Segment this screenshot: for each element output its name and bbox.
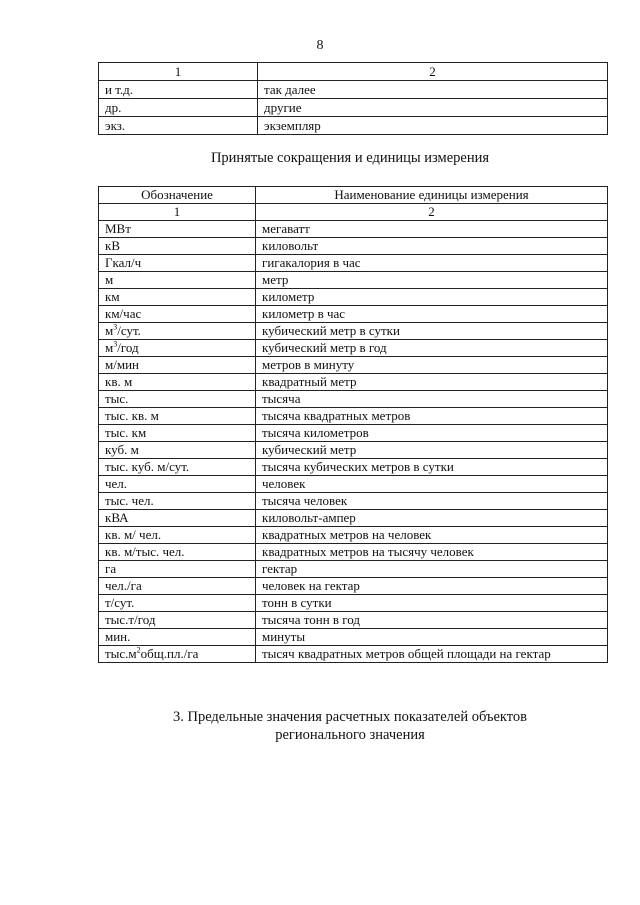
table-row: [99, 578, 608, 595]
designation-text: кв. м: [105, 374, 133, 389]
designation-text: кВА: [105, 510, 129, 525]
column-number-1: 1: [99, 204, 256, 221]
table-row: [99, 612, 608, 629]
section-heading-line-2: регионального значения: [275, 727, 425, 743]
designation-text: мин.: [105, 629, 131, 644]
unit-name-cell: минуты: [256, 629, 608, 646]
unit-name-cell: человек на гектар: [256, 578, 608, 595]
abbreviation-cell: др.: [99, 99, 258, 117]
unit-designation-cell: [99, 544, 256, 561]
units-table: [98, 186, 608, 663]
table-row: [99, 238, 608, 255]
unit-designation-cell: [99, 646, 256, 663]
unit-designation-cell: [99, 272, 256, 289]
table-row: [99, 391, 608, 408]
designation-text: м: [105, 323, 114, 338]
unit-designation-cell: [99, 238, 256, 255]
designation-text: м: [105, 340, 114, 355]
table-row: [99, 272, 608, 289]
table-row: [99, 117, 608, 135]
unit-name-cell: тонн в сутки: [256, 595, 608, 612]
table-header-row: [99, 187, 608, 204]
unit-name-cell: квадратных метров на человек: [256, 527, 608, 544]
unit-designation-cell: [99, 408, 256, 425]
unit-name-cell: гектар: [256, 561, 608, 578]
designation-text: тыс.м: [105, 646, 137, 661]
unit-name-cell: тысяч квадратных метров общей площади на гектар: [256, 646, 608, 663]
unit-designation-cell: [99, 510, 256, 527]
designation-text: кв. м/ чел.: [105, 527, 162, 542]
unit-designation-cell: [99, 476, 256, 493]
unit-designation-cell: [99, 612, 256, 629]
unit-name-cell: квадратный метр: [256, 374, 608, 391]
meaning-cell: другие: [258, 99, 608, 117]
unit-designation-cell: [99, 578, 256, 595]
designation-text: м: [105, 272, 114, 287]
unit-designation-cell: [99, 221, 256, 238]
table-row: [99, 255, 608, 272]
table-row: [99, 476, 608, 493]
unit-designation-cell: [99, 527, 256, 544]
section-title: Принятые сокращения и единицы измерения: [210, 150, 490, 166]
table-row: [99, 527, 608, 544]
unit-name-cell: метр: [256, 272, 608, 289]
designation-text: тыс. чел.: [105, 493, 154, 508]
table-subheader-row: [99, 204, 608, 221]
column-number-2: 2: [258, 63, 608, 81]
designation-exponent: 3: [113, 322, 118, 332]
table-row: [99, 646, 608, 663]
table-row: [99, 323, 608, 340]
unit-designation-cell: [99, 442, 256, 459]
unit-designation-cell: [99, 374, 256, 391]
abbreviation-cell: и т.д.: [99, 81, 258, 99]
table-row: [99, 510, 608, 527]
table-header-row: [99, 63, 608, 81]
unit-name-cell: кубический метр в сутки: [256, 323, 608, 340]
unit-designation-cell: [99, 306, 256, 323]
section-heading-line-1: 3. Предельные значения расчетных показателей объектов: [172, 709, 528, 725]
unit-designation-cell: [99, 255, 256, 272]
header-designation: Обозначение: [99, 187, 256, 204]
unit-designation-cell: [99, 357, 256, 374]
table-row: [99, 493, 608, 510]
unit-name-cell: гигакалория в час: [256, 255, 608, 272]
unit-designation-cell: [99, 340, 256, 357]
unit-name-cell: мегаватт: [256, 221, 608, 238]
designation-text: тыс.т/год: [105, 612, 156, 627]
designation-text: куб. м: [105, 442, 139, 457]
table-row: [99, 306, 608, 323]
designation-text: га: [105, 561, 117, 576]
meaning-cell: так далее: [258, 81, 608, 99]
designation-text: км/час: [105, 306, 142, 321]
unit-name-cell: тысяча кубических метров в сутки: [256, 459, 608, 476]
unit-designation-cell: [99, 425, 256, 442]
designation-text: тыс.: [105, 391, 129, 406]
table-row: [99, 629, 608, 646]
abbreviation-cell: экз.: [99, 117, 258, 135]
designation-text: кв. м/тыс. чел.: [105, 544, 185, 559]
designation-text: км: [105, 289, 120, 304]
designation-suffix: /сут.: [117, 323, 141, 338]
designation-suffix: общ.пл./га: [140, 646, 199, 661]
unit-name-cell: тысяча квадратных метров: [256, 408, 608, 425]
unit-designation-cell: [99, 595, 256, 612]
designation-text: чел./га: [105, 578, 142, 593]
table-row: [99, 561, 608, 578]
table-row: [99, 459, 608, 476]
designation-text: тыс. кв. м: [105, 408, 159, 423]
designation-text: Гкал/ч: [105, 255, 142, 270]
column-number-2: 2: [256, 204, 608, 221]
table-row: [99, 595, 608, 612]
unit-name-cell: киловольт-ампер: [256, 510, 608, 527]
designation-text: м/мин: [105, 357, 139, 372]
designation-suffix: /год: [117, 340, 139, 355]
table-row: [99, 99, 608, 117]
header-unit-name: Наименование единицы измерения: [256, 187, 608, 204]
page-number: 8: [316, 38, 324, 53]
designation-exponent: 2: [136, 645, 141, 655]
unit-designation-cell: [99, 289, 256, 306]
designation-text: т/сут.: [105, 595, 135, 610]
table-row: [99, 340, 608, 357]
meaning-cell: экземпляр: [258, 117, 608, 135]
unit-name-cell: тысяча человек: [256, 493, 608, 510]
unit-designation-cell: [99, 391, 256, 408]
unit-name-cell: киловольт: [256, 238, 608, 255]
designation-text: тыс. куб. м/сут.: [105, 459, 190, 474]
designation-text: тыс. км: [105, 425, 147, 440]
designation-text: кВ: [105, 238, 120, 253]
table-row: [99, 544, 608, 561]
designation-exponent: 3: [113, 339, 118, 349]
unit-designation-cell: [99, 561, 256, 578]
table-row: [99, 442, 608, 459]
unit-name-cell: километр в час: [256, 306, 608, 323]
unit-name-cell: метров в минуту: [256, 357, 608, 374]
table-row: [99, 357, 608, 374]
table-row: [99, 425, 608, 442]
table-row: [99, 408, 608, 425]
table-row: [99, 374, 608, 391]
unit-name-cell: кубический метр: [256, 442, 608, 459]
table-row: [99, 221, 608, 238]
designation-text: чел.: [105, 476, 128, 491]
unit-name-cell: кубический метр в год: [256, 340, 608, 357]
unit-name-cell: квадратных метров на тысячу человек: [256, 544, 608, 561]
unit-designation-cell: [99, 629, 256, 646]
unit-name-cell: тысяча: [256, 391, 608, 408]
unit-name-cell: человек: [256, 476, 608, 493]
unit-name-cell: тысяча тонн в год: [256, 612, 608, 629]
designation-text: МВт: [105, 221, 131, 236]
table-row: [99, 81, 608, 99]
table-row: [99, 289, 608, 306]
unit-name-cell: тысяча километров: [256, 425, 608, 442]
abbreviations-continuation-table: [98, 62, 608, 135]
unit-name-cell: километр: [256, 289, 608, 306]
unit-designation-cell: [99, 323, 256, 340]
unit-designation-cell: [99, 493, 256, 510]
unit-designation-cell: [99, 459, 256, 476]
column-number-1: 1: [99, 63, 258, 81]
section-heading: [0, 708, 640, 744]
